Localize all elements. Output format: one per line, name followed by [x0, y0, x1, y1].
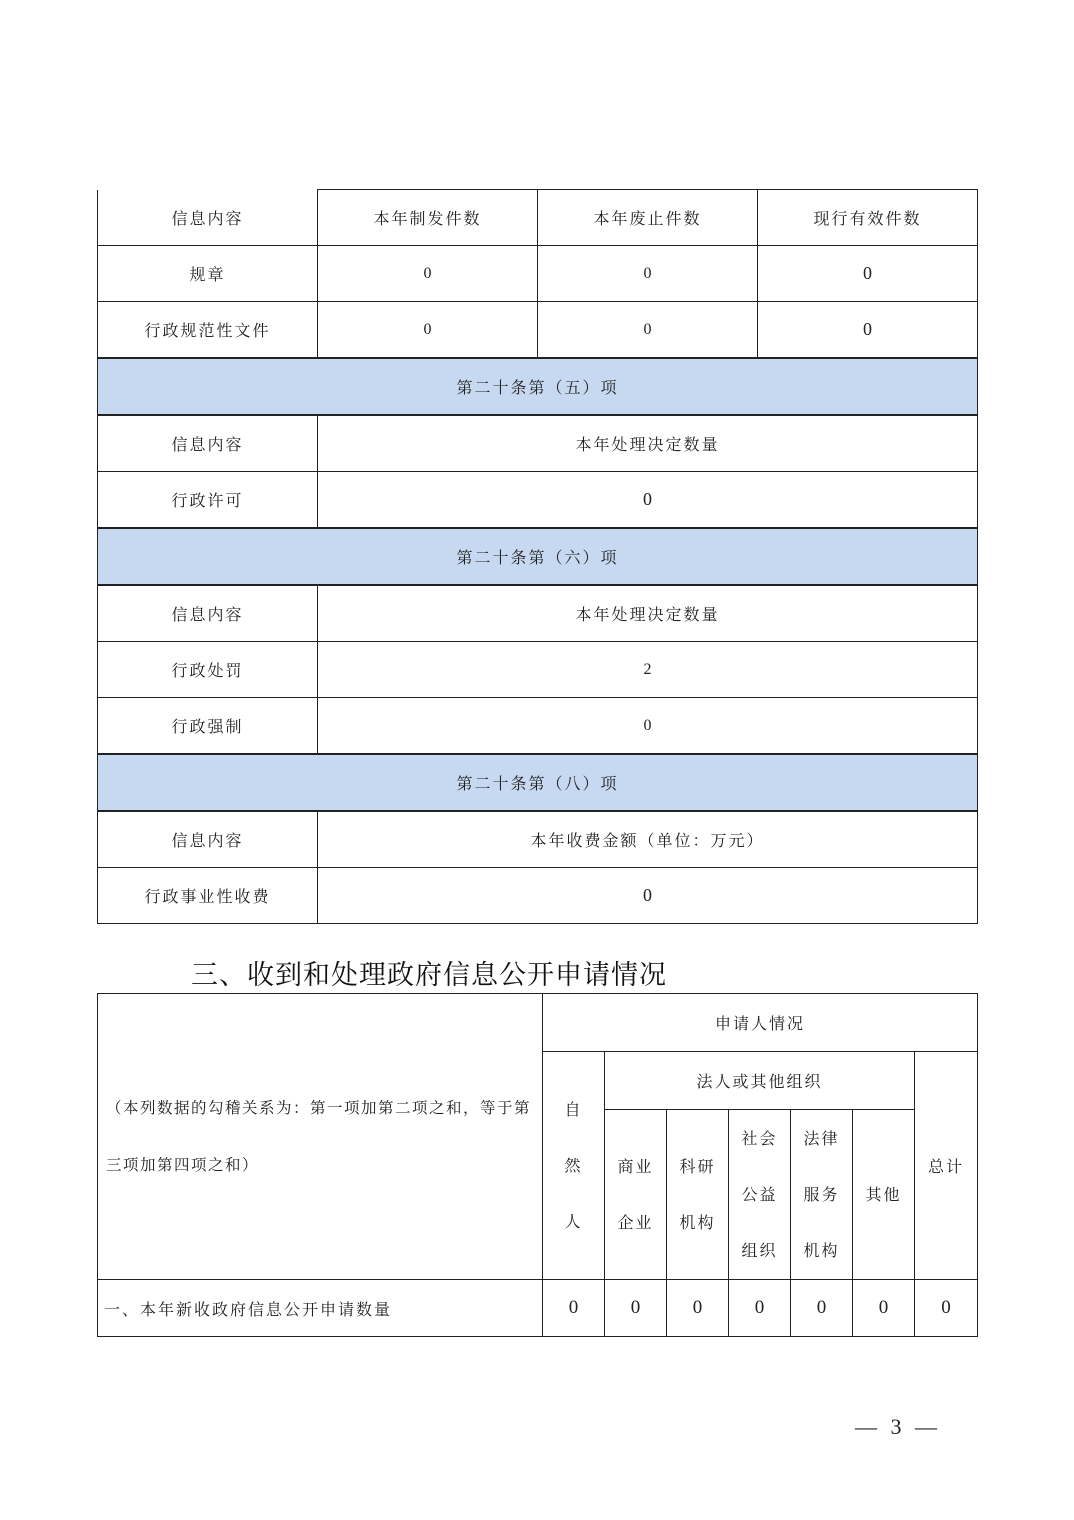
header-org-col — [853, 1110, 915, 1280]
header-natural-person — [543, 1052, 605, 1280]
row-label: 行政许可 — [98, 472, 318, 529]
header-total: 总计 — [915, 1052, 978, 1280]
table-row — [98, 472, 978, 529]
cell-value: 0 — [758, 246, 978, 302]
application-table — [97, 993, 978, 1337]
cell-value: 0 — [543, 1280, 605, 1337]
cell-value: 0 — [729, 1280, 791, 1337]
header-org-col — [605, 1110, 667, 1280]
section-band-5 — [98, 358, 978, 415]
natural-person-label: 自 然 人 — [564, 1099, 583, 1231]
section-title: 第二十条第（八）项 — [98, 754, 978, 811]
table-row — [98, 811, 978, 868]
header-repealed: 本年废止件数 — [538, 190, 758, 246]
cell-value: 0 — [318, 246, 538, 302]
row-label: 规章 — [98, 246, 318, 302]
header-org-col — [791, 1110, 853, 1280]
section-heading: 三、收到和处理政府信息公开申请情况 — [191, 960, 667, 991]
cell-value: 0 — [853, 1280, 915, 1337]
header-issued: 本年制发件数 — [318, 190, 538, 246]
disclosure-table — [97, 189, 978, 924]
table-header-row — [98, 994, 978, 1052]
row-label: 行政处罚 — [98, 642, 318, 698]
table-row — [98, 415, 978, 472]
applicant-header: 申请人情况 — [543, 994, 978, 1052]
table-row — [98, 246, 978, 302]
section-title: 第二十条第（六）项 — [98, 528, 978, 585]
cell-value: 2 — [318, 642, 978, 698]
table-row — [98, 868, 978, 924]
row-label: 信息内容 — [98, 811, 318, 868]
header-valid: 现行有效件数 — [758, 190, 978, 246]
cell-value: 0 — [791, 1280, 853, 1337]
table-row — [98, 1280, 978, 1337]
org-col-label: 科研 机构 — [679, 1156, 716, 1232]
table-row — [98, 698, 978, 755]
legal-org-header: 法人或其他组织 — [605, 1052, 915, 1110]
row-label: 行政规范性文件 — [98, 302, 318, 359]
row-label: 一、本年新收政府信息公开申请数量 — [98, 1280, 543, 1337]
table-row — [98, 642, 978, 698]
section-title: 第二十条第（五）项 — [98, 358, 978, 415]
cell-value: 0 — [538, 246, 758, 302]
cell-value: 0 — [318, 868, 978, 924]
cell-value: 0 — [667, 1280, 729, 1337]
cell-value: 0 — [318, 698, 978, 755]
table-header-row — [98, 190, 978, 246]
relationship-note: （本列数据的勾稽关系为：第一项加第二项之和，等于第三项加第四项之和） — [98, 994, 543, 1280]
cell-value: 0 — [318, 302, 538, 359]
cell-value: 0 — [318, 472, 978, 529]
column-header: 本年处理决定数量 — [318, 415, 978, 472]
org-col-label: 其他 — [865, 1184, 902, 1204]
row-label: 行政强制 — [98, 698, 318, 755]
cell-value: 0 — [915, 1280, 978, 1337]
column-header: 本年收费金额（单位：万元） — [318, 811, 978, 868]
section-band-6 — [98, 528, 978, 585]
header-org-col — [729, 1110, 791, 1280]
table-row — [98, 302, 978, 359]
org-col-label: 商业 企业 — [617, 1156, 654, 1232]
cell-value: 0 — [605, 1280, 667, 1337]
table-row — [98, 585, 978, 642]
column-header: 本年处理决定数量 — [318, 585, 978, 642]
cell-value: 0 — [758, 302, 978, 359]
row-label: 行政事业性收费 — [98, 868, 318, 924]
cell-value: 0 — [538, 302, 758, 359]
page-number: — 3 — — [855, 1414, 941, 1439]
org-col-label: 法律 服务 机构 — [803, 1128, 840, 1260]
header-info-content: 信息内容 — [98, 190, 318, 246]
row-label: 信息内容 — [98, 415, 318, 472]
org-col-label: 社会 公益 组织 — [741, 1128, 778, 1260]
header-org-col — [667, 1110, 729, 1280]
section-band-8 — [98, 754, 978, 811]
row-label: 信息内容 — [98, 585, 318, 642]
